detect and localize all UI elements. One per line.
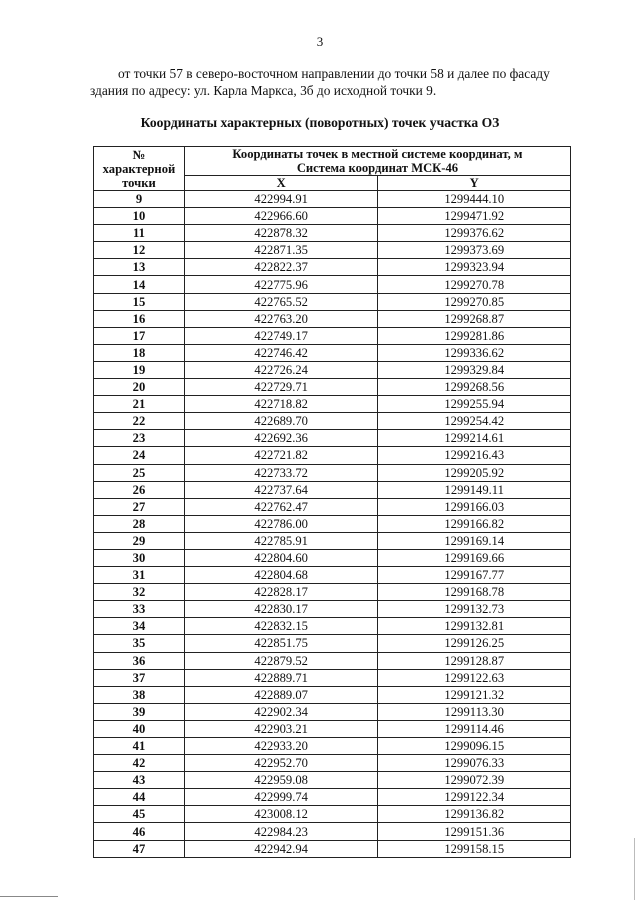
- point-number-cell: 42: [94, 755, 185, 772]
- y-coordinate-cell: 1299113.30: [378, 703, 571, 720]
- table-row: [94, 738, 571, 755]
- x-coordinate-cell: 422879.52: [184, 652, 378, 669]
- table-row: [94, 755, 571, 772]
- point-number-cell: 9: [94, 191, 185, 208]
- point-number-cell: 36: [94, 652, 185, 669]
- y-coordinate-cell: 1299169.14: [378, 532, 571, 549]
- point-number-cell: 15: [94, 293, 185, 310]
- x-coordinate-cell: 422718.82: [184, 396, 378, 413]
- table-row: [94, 413, 571, 430]
- x-coordinate-cell: 422999.74: [184, 789, 378, 806]
- y-coordinate-cell: 1299323.94: [378, 259, 571, 276]
- scan-side-mark: [634, 838, 635, 900]
- y-coordinate-cell: 1299255.94: [378, 396, 571, 413]
- y-coordinate-cell: 1299254.42: [378, 413, 571, 430]
- table-row: [94, 430, 571, 447]
- header-num-sign: №: [132, 147, 146, 162]
- table-row: [94, 806, 571, 823]
- point-number-cell: 38: [94, 686, 185, 703]
- point-number-cell: 40: [94, 720, 185, 737]
- table-row: [94, 396, 571, 413]
- point-number-cell: 39: [94, 703, 185, 720]
- table-row: [94, 515, 571, 532]
- header-num-word-2: точки: [122, 175, 156, 190]
- point-number-cell: 44: [94, 789, 185, 806]
- table-row: [94, 635, 571, 652]
- page-number: 3: [316, 34, 324, 49]
- x-coordinate-cell: 422804.68: [184, 567, 378, 584]
- header-num-word-1: характерной: [102, 161, 176, 176]
- x-coordinate-cell: 422889.71: [184, 669, 378, 686]
- header-x: X: [184, 176, 378, 191]
- x-coordinate-cell: 422830.17: [184, 601, 378, 618]
- table-row: [94, 327, 571, 344]
- x-coordinate-cell: 422871.35: [184, 242, 378, 259]
- coordinates-body: [94, 191, 571, 858]
- x-coordinate-cell: 422959.08: [184, 772, 378, 789]
- table-row: [94, 549, 571, 566]
- y-coordinate-cell: 1299122.63: [378, 669, 571, 686]
- x-coordinate-cell: 422763.20: [184, 310, 378, 327]
- y-coordinate-cell: 1299122.34: [378, 789, 571, 806]
- y-coordinate-cell: 1299158.15: [378, 840, 571, 857]
- table-row: [94, 208, 571, 225]
- point-number-cell: 35: [94, 635, 185, 652]
- table-row: [94, 532, 571, 549]
- table-row: [94, 584, 571, 601]
- x-coordinate-cell: 422775.96: [184, 276, 378, 293]
- x-coordinate-cell: 422765.52: [184, 293, 378, 310]
- x-coordinate-cell: 422692.36: [184, 430, 378, 447]
- x-coordinate-cell: 422737.64: [184, 481, 378, 498]
- y-coordinate-cell: 1299076.33: [378, 755, 571, 772]
- x-coordinate-cell: 422966.60: [184, 208, 378, 225]
- coordinates-table: [93, 146, 571, 858]
- x-coordinate-cell: 422786.00: [184, 515, 378, 532]
- y-coordinate-cell: 1299281.86: [378, 327, 571, 344]
- table-row: [94, 361, 571, 378]
- table-row: [94, 379, 571, 396]
- point-number-cell: 20: [94, 379, 185, 396]
- x-coordinate-cell: 422984.23: [184, 823, 378, 840]
- y-coordinate-cell: 1299471.92: [378, 208, 571, 225]
- table-row: [94, 823, 571, 840]
- point-number-cell: 24: [94, 447, 185, 464]
- point-number-cell: 14: [94, 276, 185, 293]
- point-number-cell: 47: [94, 840, 185, 857]
- y-coordinate-cell: 1299167.77: [378, 567, 571, 584]
- x-coordinate-cell: 422785.91: [184, 532, 378, 549]
- header-coordinates: [184, 147, 570, 176]
- point-number-cell: 30: [94, 549, 185, 566]
- table-row: [94, 293, 571, 310]
- table-row: [94, 225, 571, 242]
- intro-line-1: от точки 57 в северо-восточном направлении до точки 58 и далее по фасаду: [118, 66, 550, 81]
- y-coordinate-cell: 1299373.69: [378, 242, 571, 259]
- table-row: [94, 703, 571, 720]
- x-coordinate-cell: 422952.70: [184, 755, 378, 772]
- y-coordinate-cell: 1299096.15: [378, 738, 571, 755]
- table-row: [94, 601, 571, 618]
- x-coordinate-cell: 422902.34: [184, 703, 378, 720]
- x-coordinate-cell: 422721.82: [184, 447, 378, 464]
- point-number-cell: 26: [94, 481, 185, 498]
- y-coordinate-cell: 1299128.87: [378, 652, 571, 669]
- table-row: [94, 242, 571, 259]
- table-title: Координаты характерных (поворотных) точек участка ОЗ: [140, 115, 500, 130]
- x-coordinate-cell: 422828.17: [184, 584, 378, 601]
- y-coordinate-cell: 1299132.81: [378, 618, 571, 635]
- y-coordinate-cell: 1299121.32: [378, 686, 571, 703]
- table-row: [94, 259, 571, 276]
- table-row: [94, 840, 571, 857]
- point-number-cell: 45: [94, 806, 185, 823]
- point-number-cell: 41: [94, 738, 185, 755]
- point-number-cell: 13: [94, 259, 185, 276]
- table-row: [94, 772, 571, 789]
- point-number-cell: 34: [94, 618, 185, 635]
- point-number-cell: 12: [94, 242, 185, 259]
- y-coordinate-cell: 1299268.56: [378, 379, 571, 396]
- point-number-cell: 19: [94, 361, 185, 378]
- x-coordinate-cell: 422942.94: [184, 840, 378, 857]
- point-number-cell: 10: [94, 208, 185, 225]
- x-coordinate-cell: 422933.20: [184, 738, 378, 755]
- point-number-cell: 33: [94, 601, 185, 618]
- point-number-cell: 32: [94, 584, 185, 601]
- y-coordinate-cell: 1299151.36: [378, 823, 571, 840]
- table-row: [94, 652, 571, 669]
- x-coordinate-cell: 422903.21: [184, 720, 378, 737]
- y-coordinate-cell: 1299336.62: [378, 344, 571, 361]
- y-coordinate-cell: 1299166.82: [378, 515, 571, 532]
- scan-edge-mark: [0, 896, 58, 897]
- point-number-cell: 25: [94, 464, 185, 481]
- point-number-cell: 28: [94, 515, 185, 532]
- point-number-cell: 23: [94, 430, 185, 447]
- y-coordinate-cell: 1299114.46: [378, 720, 571, 737]
- point-number-cell: 37: [94, 669, 185, 686]
- table-row: [94, 344, 571, 361]
- y-coordinate-cell: 1299072.39: [378, 772, 571, 789]
- x-coordinate-cell: 422822.37: [184, 259, 378, 276]
- point-number-cell: 27: [94, 498, 185, 515]
- y-coordinate-cell: 1299376.62: [378, 225, 571, 242]
- y-coordinate-cell: 1299444.10: [378, 191, 571, 208]
- intro-paragraph: [90, 65, 595, 99]
- x-coordinate-cell: 422733.72: [184, 464, 378, 481]
- y-coordinate-cell: 1299205.92: [378, 464, 571, 481]
- x-coordinate-cell: 422729.71: [184, 379, 378, 396]
- x-coordinate-cell: 422749.17: [184, 327, 378, 344]
- point-number-cell: 16: [94, 310, 185, 327]
- y-coordinate-cell: 1299136.82: [378, 806, 571, 823]
- table-row: [94, 789, 571, 806]
- header-coordinates-line-1: Координаты точек в местной системе координат, м: [232, 147, 523, 161]
- point-number-cell: 11: [94, 225, 185, 242]
- point-number-cell: 21: [94, 396, 185, 413]
- table-row: [94, 498, 571, 515]
- point-number-cell: 22: [94, 413, 185, 430]
- x-coordinate-cell: 422726.24: [184, 361, 378, 378]
- y-coordinate-cell: 1299166.03: [378, 498, 571, 515]
- y-coordinate-cell: 1299216.43: [378, 447, 571, 464]
- x-coordinate-cell: 422762.47: [184, 498, 378, 515]
- point-number-cell: 31: [94, 567, 185, 584]
- y-coordinate-cell: 1299168.78: [378, 584, 571, 601]
- header-y: Y: [378, 176, 571, 191]
- table-row: [94, 567, 571, 584]
- x-coordinate-cell: 422994.91: [184, 191, 378, 208]
- table-row: [94, 310, 571, 327]
- y-coordinate-cell: 1299126.25: [378, 635, 571, 652]
- y-coordinate-cell: 1299214.61: [378, 430, 571, 447]
- y-coordinate-cell: 1299149.11: [378, 481, 571, 498]
- table-row: [94, 276, 571, 293]
- point-number-cell: 18: [94, 344, 185, 361]
- table-row: [94, 447, 571, 464]
- y-coordinate-cell: 1299268.87: [378, 310, 571, 327]
- x-coordinate-cell: 423008.12: [184, 806, 378, 823]
- header-point-number: [94, 147, 185, 191]
- table-row: [94, 464, 571, 481]
- x-coordinate-cell: 422746.42: [184, 344, 378, 361]
- y-coordinate-cell: 1299132.73: [378, 601, 571, 618]
- header-coordinates-line-2: Система координат МСК-46: [296, 161, 459, 175]
- table-row: [94, 618, 571, 635]
- table-row: [94, 191, 571, 208]
- table-row: [94, 481, 571, 498]
- x-coordinate-cell: 422832.15: [184, 618, 378, 635]
- point-number-cell: 43: [94, 772, 185, 789]
- x-coordinate-cell: 422851.75: [184, 635, 378, 652]
- y-coordinate-cell: 1299329.84: [378, 361, 571, 378]
- y-coordinate-cell: 1299270.78: [378, 276, 571, 293]
- x-coordinate-cell: 422878.32: [184, 225, 378, 242]
- point-number-cell: 29: [94, 532, 185, 549]
- x-coordinate-cell: 422689.70: [184, 413, 378, 430]
- x-coordinate-cell: 422889.07: [184, 686, 378, 703]
- intro-line-2: здания по адресу: ул. Карла Маркса, 3б до исходной точки 9.: [90, 83, 437, 98]
- point-number-cell: 46: [94, 823, 185, 840]
- y-coordinate-cell: 1299169.66: [378, 549, 571, 566]
- table-row: [94, 686, 571, 703]
- table-row: [94, 720, 571, 737]
- point-number-cell: 17: [94, 327, 185, 344]
- y-coordinate-cell: 1299270.85: [378, 293, 571, 310]
- table-row: [94, 669, 571, 686]
- x-coordinate-cell: 422804.60: [184, 549, 378, 566]
